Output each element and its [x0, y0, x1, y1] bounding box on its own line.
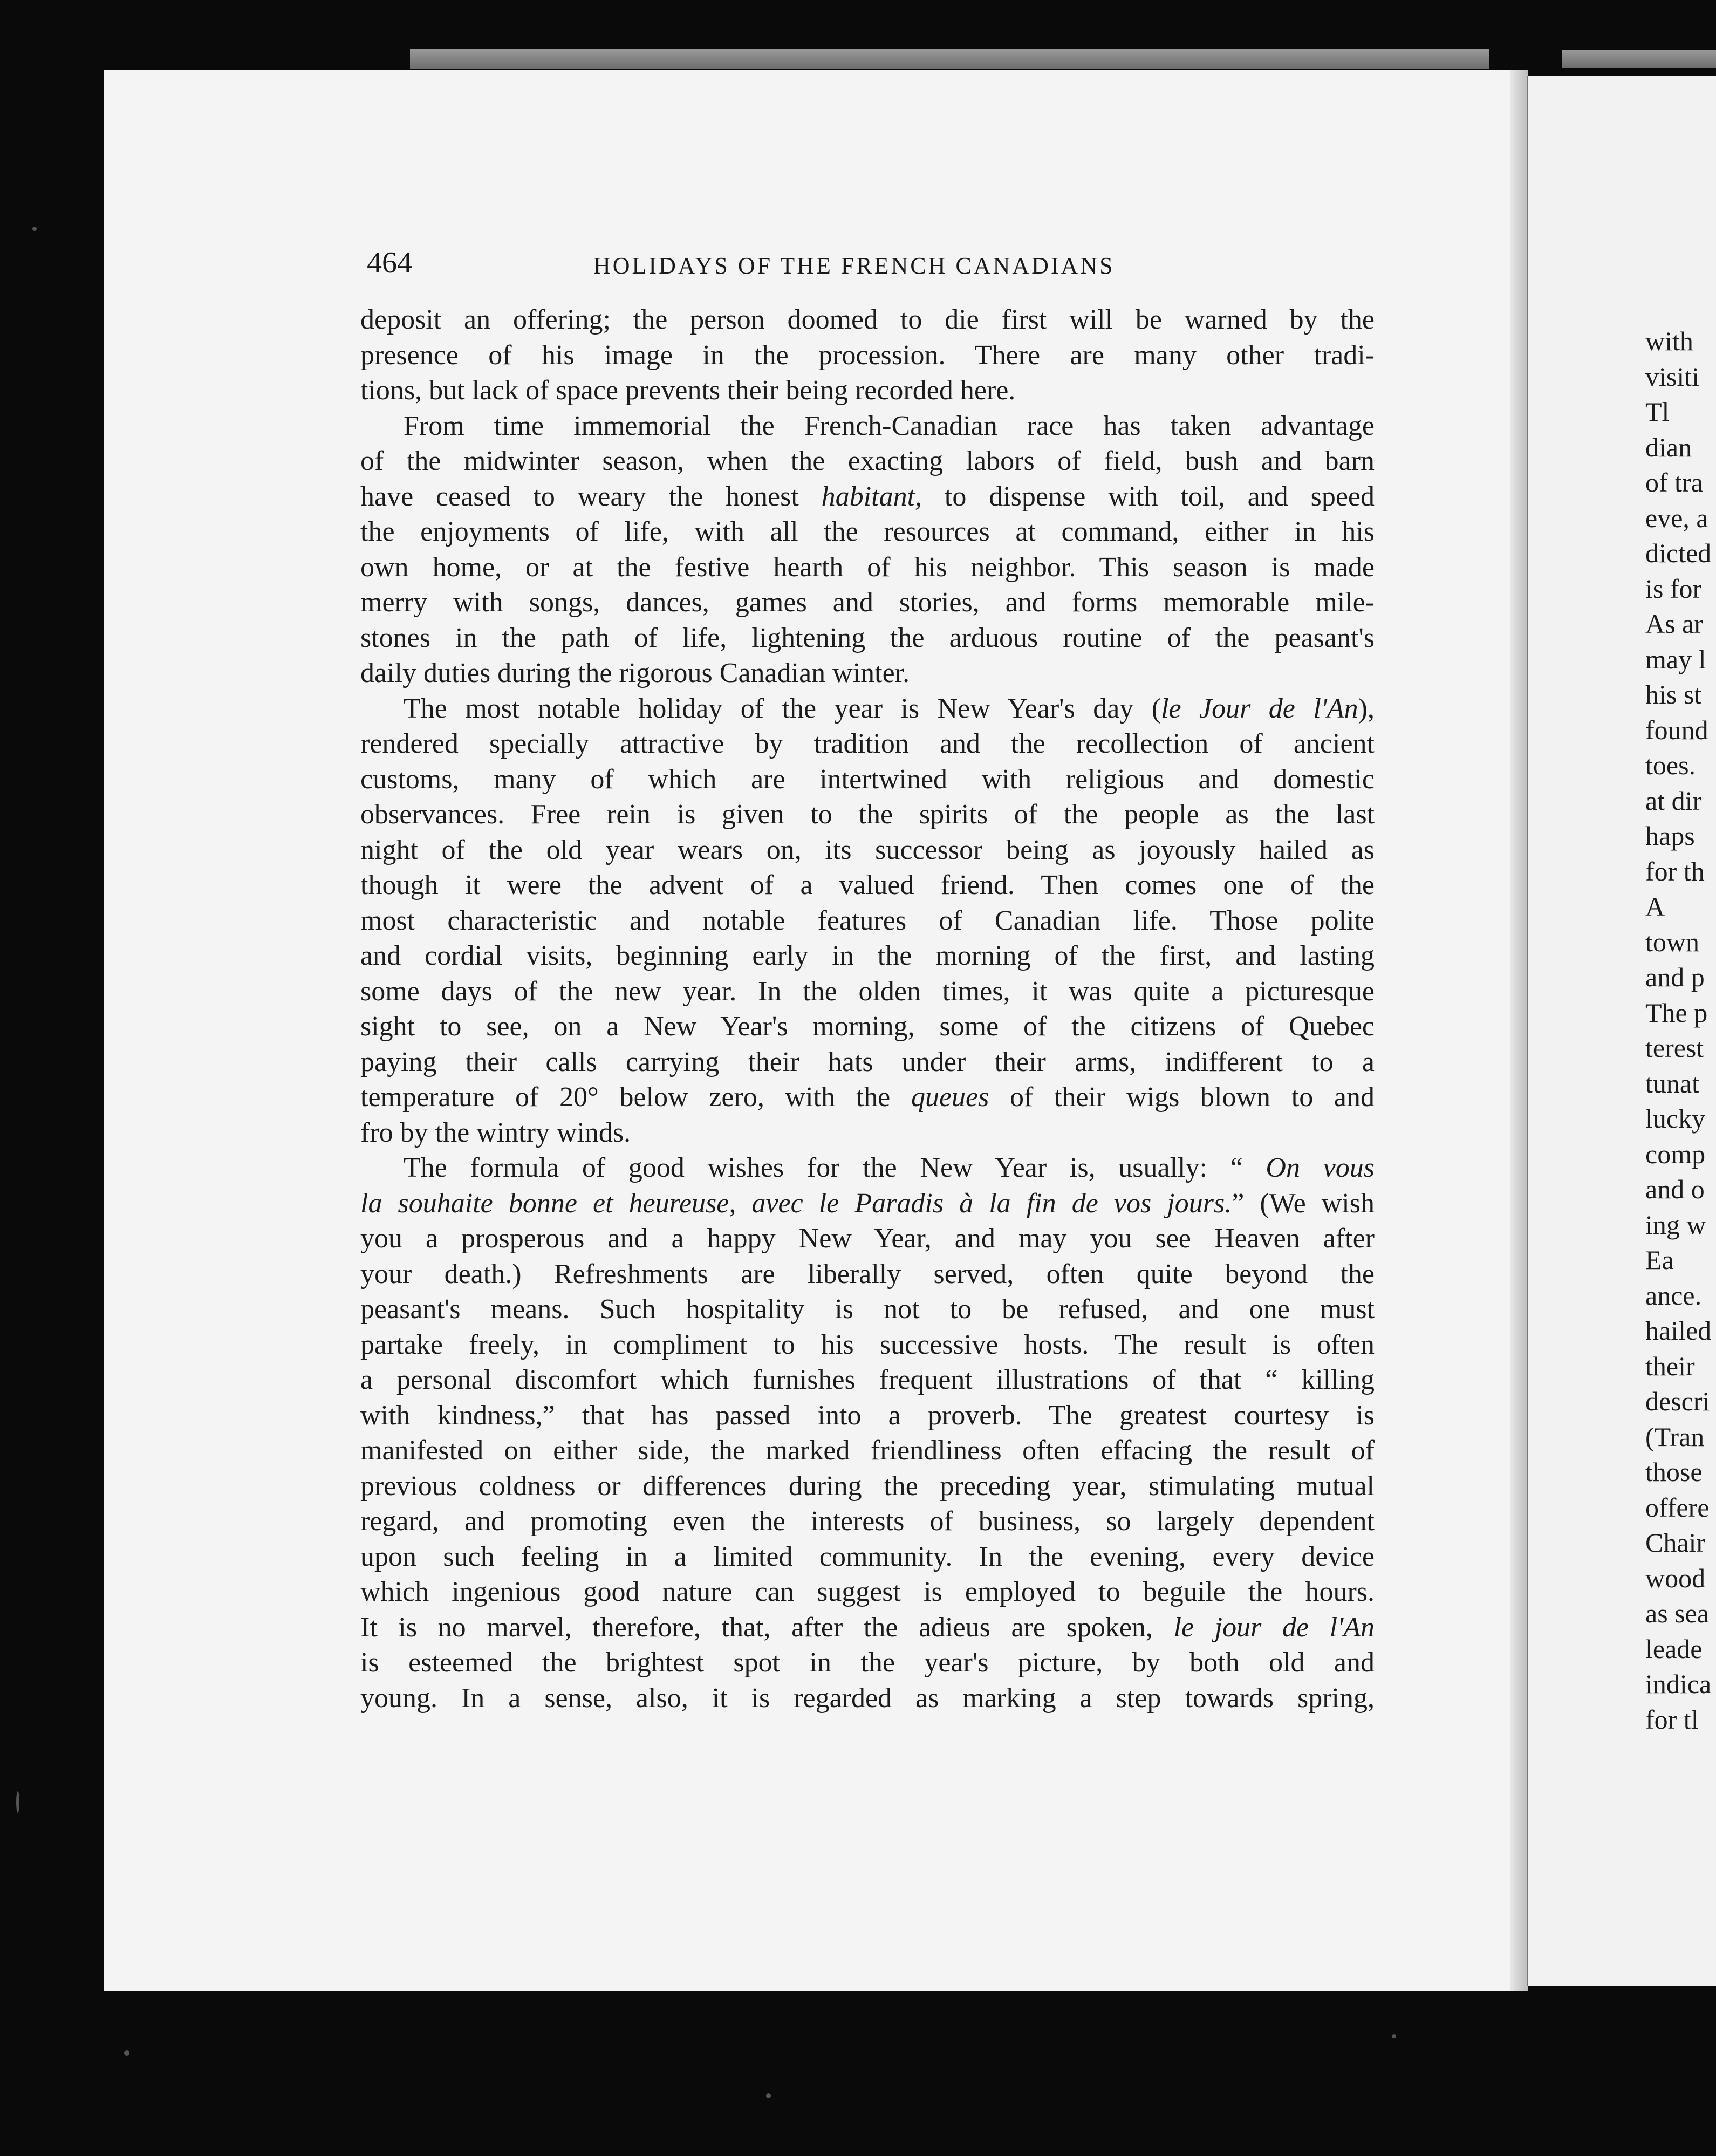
- right-page-line: for tl: [1645, 1704, 1699, 1735]
- right-page-line: for th: [1645, 856, 1705, 886]
- right-page-line: descri: [1645, 1386, 1710, 1416]
- text-run: ” (We wish: [1232, 1188, 1375, 1219]
- text-line: and cordial visits, beginning early in the morning of the first, and lasting: [360, 940, 1375, 971]
- right-page-line: may l: [1645, 644, 1706, 674]
- text-line: night of the old year wears on, its successor being as joyously hailed as: [360, 834, 1375, 865]
- page-number: 464: [367, 246, 412, 279]
- text-line: your death.) Refreshments are liberally served, often quite beyond the: [360, 1258, 1375, 1289]
- right-page-line: and p: [1645, 962, 1705, 992]
- right-page-line: found: [1645, 714, 1708, 745]
- right-page-line: of tra: [1645, 467, 1703, 497]
- text-line: previous coldness or differences during the preceding year, stimulating mutual: [360, 1470, 1375, 1502]
- right-page-line: As ar: [1645, 609, 1703, 639]
- text-run: temperature of 20° below zero, with the: [360, 1082, 911, 1113]
- text-line: is esteemed the brightest spot in the year's picture, by both old and: [360, 1647, 1375, 1678]
- film-speck: [16, 1791, 19, 1813]
- right-page-line: wood: [1645, 1563, 1706, 1593]
- text-line: paying their calls carrying their hats under their arms, indifferent to a: [360, 1046, 1375, 1077]
- right-page-line: Ea: [1645, 1245, 1674, 1275]
- text-line: [360, 1080, 1375, 1115]
- text-line: customs, many of which are intertwined with religious and domestic: [360, 763, 1375, 795]
- text-line: [360, 1610, 1375, 1646]
- text-line: rendered specially attractive by tradition and the recollection of ancient: [360, 728, 1375, 759]
- right-page-line: indica: [1645, 1669, 1712, 1699]
- text-run: The most notable holiday of the year is New Year's day (: [404, 693, 1161, 724]
- right-page-line: hailed: [1645, 1315, 1712, 1346]
- text-run: have ceased to weary the honest: [360, 481, 822, 512]
- right-page-line: tunat: [1645, 1068, 1699, 1099]
- right-page-line: Chair: [1645, 1527, 1706, 1558]
- text-line: stones in the path of life, lightening the arduous routine of the peasant's: [360, 622, 1375, 653]
- text-line: most characteristic and notable features of Canadian life. Those polite: [360, 905, 1375, 936]
- right-page-line: as sea: [1645, 1598, 1709, 1628]
- text-line: [360, 691, 1375, 727]
- film-speck: [124, 2050, 129, 2056]
- text-run: of their wigs blown to and: [989, 1082, 1375, 1113]
- text-run: to dispense with toil, and speed: [922, 481, 1375, 512]
- top-page-edge: [410, 49, 1489, 69]
- italic-phrase: queues: [911, 1082, 989, 1113]
- right-page-line: terest: [1645, 1033, 1704, 1063]
- text-line: though it were the advent of a valued friend. Then comes one of the: [360, 870, 1375, 900]
- text-line: observances. Free rein is given to the spirits of the people as the last: [360, 799, 1375, 830]
- text-line: upon such feeling in a limited community. In the evening, every device: [360, 1541, 1375, 1572]
- text-line: fro by the wintry winds.: [360, 1117, 631, 1148]
- text-line: some days of the new year. In the olden times, it was quite a picturesque: [360, 975, 1375, 1007]
- right-page-line: lucky: [1645, 1103, 1706, 1134]
- film-speck: [766, 2093, 771, 2098]
- right-page-line: ance.: [1645, 1280, 1702, 1311]
- running-head: [367, 245, 1370, 283]
- right-page-line: dian: [1645, 432, 1692, 462]
- right-page-line: town: [1645, 926, 1699, 957]
- right-page-line: and o: [1645, 1174, 1705, 1204]
- right-page-line: (Tran: [1645, 1421, 1705, 1452]
- right-page-line: their: [1645, 1350, 1695, 1381]
- running-title: HOLIDAYS OF THE FRENCH CANADIANS: [593, 253, 1115, 279]
- text-line: presence of his image in the procession. There are many other tradi-: [360, 339, 1375, 371]
- body-text: [360, 302, 1375, 1716]
- right-page-line: haps: [1645, 821, 1695, 851]
- text-line: manifested on either side, the marked friendliness often effacing the result of: [360, 1435, 1375, 1466]
- text-line: [360, 1186, 1375, 1222]
- right-page-line: toes.: [1645, 750, 1696, 780]
- top-page-edge-right: [1562, 50, 1716, 68]
- italic-phrase: le jour de l'An: [1173, 1612, 1375, 1643]
- text-line: [360, 1150, 1375, 1186]
- text-line: deposit an offering; the person doomed to die first will be warned by the: [360, 304, 1375, 335]
- film-speck: [1392, 2034, 1396, 2038]
- right-page-line: at dir: [1645, 785, 1702, 816]
- text-line: you a prosperous and a happy New Year, and may you see Heaven after: [360, 1223, 1375, 1254]
- page-gutter-shadow: [1510, 70, 1528, 1991]
- right-page-line: The p: [1645, 997, 1708, 1028]
- right-page-line: leade: [1645, 1633, 1703, 1664]
- text-line: From time immemorial the French-Canadian race has taken advantage: [404, 410, 1375, 441]
- right-page-line: is for: [1645, 573, 1702, 604]
- text-line: [360, 479, 1375, 515]
- text-line: sight to see, on a New Year's morning, some of the citizens of Quebec: [360, 1011, 1375, 1042]
- right-page-line: with: [1645, 326, 1693, 356]
- text-line: regard, and promoting even the interests of business, so largely dependent: [360, 1506, 1375, 1537]
- text-line: with kindness,” that has passed into a proverb. The greatest courtesy is: [360, 1400, 1375, 1431]
- right-page-line: offere: [1645, 1492, 1710, 1523]
- text-run: The formula of good wishes for the New Year is, usually: “: [404, 1152, 1266, 1183]
- film-speck: [32, 227, 37, 231]
- italic-phrase: habitant,: [821, 481, 922, 512]
- right-page-line: visiti: [1645, 361, 1700, 392]
- text-run: It is no marvel, therefore, that, after the adieus are spoken,: [360, 1612, 1174, 1643]
- text-line: partake freely, in compliment to his successive hosts. The result is often: [360, 1329, 1375, 1360]
- right-page-line: A: [1645, 891, 1665, 922]
- right-page-text: [1645, 324, 1716, 1737]
- text-line: young. In a sense, also, it is regarded as marking a step towards spring,: [360, 1682, 1375, 1714]
- right-page-line: comp: [1645, 1138, 1706, 1169]
- text-line: a personal discomfort which furnishes frequent illustrations of that “ killing: [360, 1364, 1375, 1395]
- right-page-line: his st: [1645, 679, 1702, 709]
- text-line: the enjoyments of life, with all the resources at command, either in his: [360, 516, 1375, 547]
- text-line: merry with songs, dances, games and stories, and forms memorable mile-: [360, 587, 1375, 618]
- right-page-line: those: [1645, 1457, 1703, 1487]
- italic-phrase: le Jour de l'An: [1161, 693, 1358, 724]
- text-run: ),: [1358, 693, 1375, 724]
- right-page-line: eve, a: [1645, 502, 1708, 533]
- italic-phrase: la souhaite bonne et heureuse, avec le Paradis à la fin de vos jours.: [360, 1188, 1232, 1219]
- right-page-line: Tl: [1645, 397, 1670, 427]
- text-line: which ingenious good nature can suggest is employed to beguile the hours.: [360, 1577, 1375, 1607]
- text-line: of the midwinter season, when the exacting labors of field, bush and barn: [360, 446, 1375, 476]
- right-page-line: ing w: [1645, 1209, 1706, 1240]
- text-line: daily duties during the rigorous Canadian winter.: [360, 658, 910, 688]
- text-line: tions, but lack of space prevents their being recorded here.: [360, 375, 1016, 406]
- italic-phrase: On vous: [1266, 1152, 1375, 1183]
- text-line: peasant's means. Such hospitality is not to be refused, and one must: [360, 1294, 1375, 1325]
- right-page-line: dicted: [1645, 538, 1712, 568]
- text-line: own home, or at the festive hearth of his neighbor. This season is made: [360, 551, 1375, 583]
